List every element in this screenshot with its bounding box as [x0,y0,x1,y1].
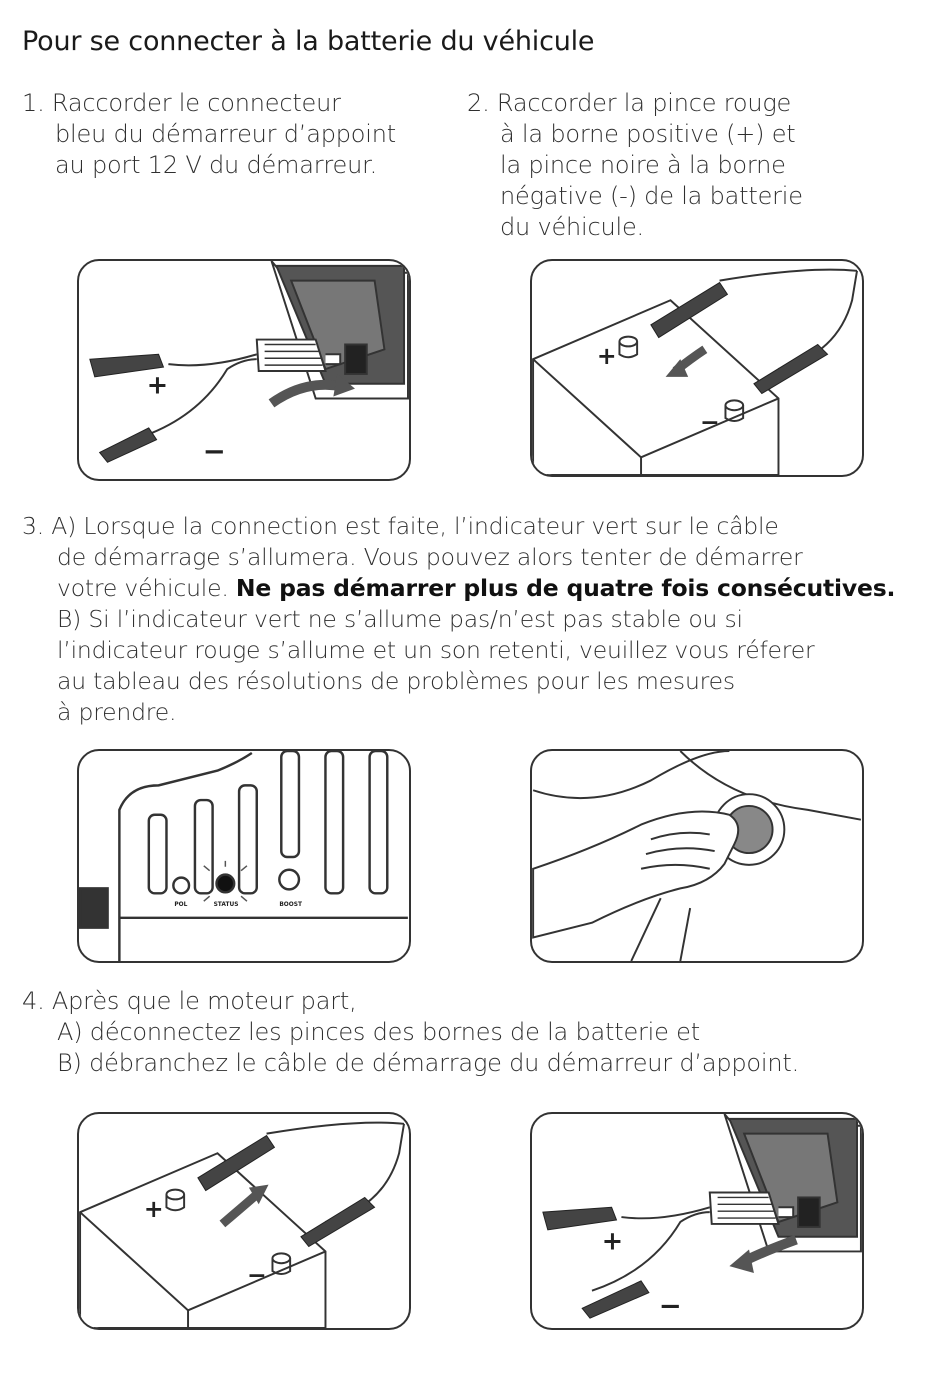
illustration-start-button [530,749,864,963]
step-1-line: bleu du démarreur d’appoint [55,120,396,148]
minus-sign: − [658,1290,682,1323]
step-2-line: 2. Raccorder la pince rouge [467,89,792,117]
step-2-text [467,88,803,243]
step-2-line: à la borne positive (+) et [500,120,796,148]
minus-sign: − [202,435,226,468]
warning-text: Ne pas démarrer plus de quatre fois consécutives. [235,574,896,602]
led-label-status: STATUS [213,902,239,909]
step-3-line [22,573,895,604]
step-2-line: la pince noire à la borne [500,151,786,179]
illustration-disconnect-cable [530,1112,864,1330]
step-4-line: 4. Après que le moteur part, [22,987,357,1015]
illustration-status-panel [77,749,411,963]
step-2-line: négative (-) de la batterie [500,182,803,210]
step-3-line: l’indicateur rouge s’allume et un son retenti, veuillez vous réferer [57,636,815,664]
step-2-line: du véhicule. [500,213,644,241]
plus-sign: + [146,370,169,401]
step-3-line: au tableau des résolutions de problèmes pour les mesures [57,667,735,695]
step-3-text [22,511,895,728]
led-label-boost: BOOST [279,902,303,909]
led-label-pol: POL [174,902,188,909]
step-3-line-regular: votre véhicule. [57,574,229,602]
step-3-line: à prendre. [57,698,177,726]
page-title: Pour se connecter à la batterie du véhicule [22,26,595,57]
step-1-line: 1. Raccorder le connecteur [22,89,341,117]
step-3-line: de démarrage s’allumera. Vous pouvez alors tenter de démarrer [57,543,803,571]
step-1-text [22,88,396,181]
step-4-text [22,986,799,1079]
step-4-line: A) déconnectez les pinces des bornes de la batterie et [57,1018,700,1046]
illustration-clamps-battery [530,259,864,477]
illustration-remove-clamps [77,1112,411,1330]
step-1-line: au port 12 V du démarreur. [55,151,378,179]
illustration-connect-cable [77,259,411,481]
step-4-line: B) débranchez le câble de démarrage du démarreur d’appoint. [57,1049,800,1077]
plus-sign: + [601,1226,624,1257]
step-3-line: B) Si l’indicateur vert ne s’allume pas/n’est pas stable ou si [57,605,743,633]
plus-sign: + [596,342,617,371]
plus-sign: + [143,1195,164,1224]
minus-sign: − [699,407,720,436]
minus-sign: − [246,1260,267,1289]
step-3-line: 3. A) Lorsque la connection est faite, l’indicateur vert sur le câble [22,512,779,540]
